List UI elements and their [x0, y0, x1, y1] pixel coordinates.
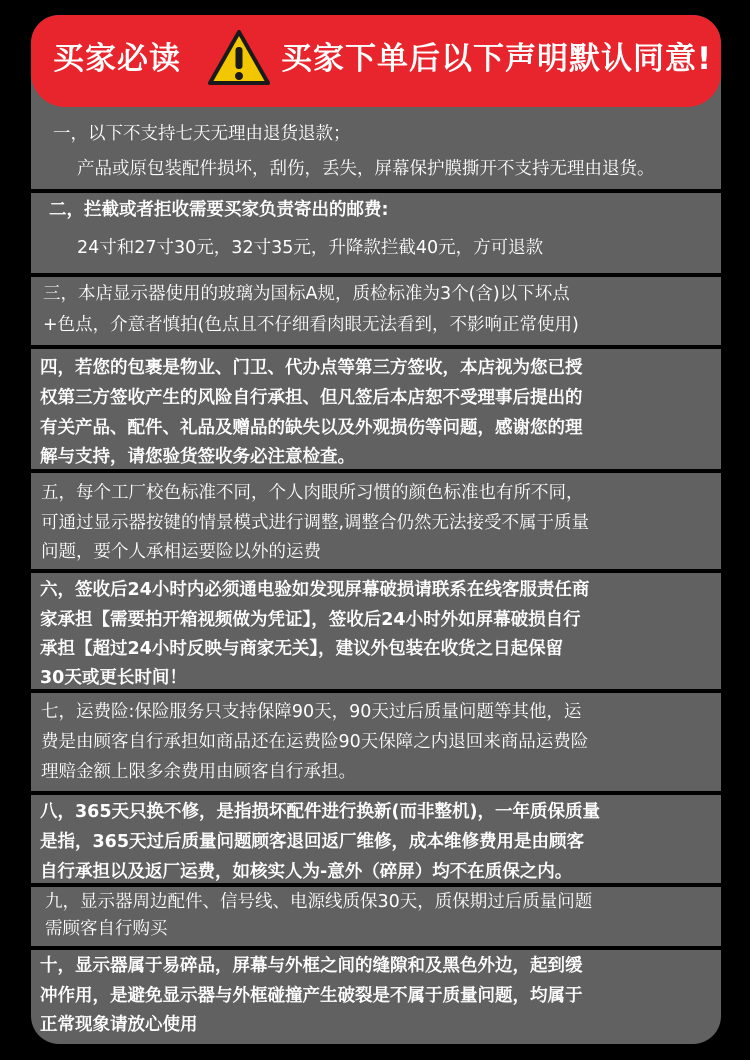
banner-title-right: 买家下单后以下声明默认同意!	[281, 41, 713, 77]
notice-line: +色点，介意者慎拍(色点且不仔细看肉眼无法看到，不影响正常使用)	[43, 315, 579, 335]
notice-line: 自行承担以及返厂运费，如核实人为-意外（碎屏）均不在质保之内。	[40, 862, 573, 882]
notice-line: 费是由顾客自行承担如商品还在运费险90天保障之内退回来商品运费险	[41, 732, 589, 752]
notice-line: 问题，要个人承相运要险以外的运费	[41, 542, 321, 562]
notice-line: 九，显示器周边配件、信号线、电源线质保30天，质保期过后质量问题	[45, 892, 593, 912]
notice-item-2	[31, 193, 721, 265]
notice-line: 可通过显示器按键的情景模式进行调整,调整合仍然无法接受不属于质量	[41, 513, 590, 533]
notice-line: 产品或原包装配件损坏，刮伤，丢失，屏幕保护膜撕开不支持无理由退货。	[77, 159, 655, 179]
notice-line: 正常现象请放心使用	[40, 1015, 198, 1035]
notice-line: 十，显示器属于易碎品，屏幕与外框之间的缝隙和及黑色外边，起到缓	[40, 956, 583, 976]
notice-item-7	[31, 693, 721, 789]
notice-item-5	[31, 473, 721, 569]
notice-line: 五，每个工厂校色标准不同，个人肉眼所习惯的颜色标准也有所不同，	[41, 483, 584, 503]
notice-line: 冲作用，是避免显示器与外框碰撞产生破裂是不属于质量问题，均属于	[40, 986, 583, 1006]
notice-line: 24寸和27寸30元，32寸35元，升降款拦截40元，方可退款	[77, 238, 544, 258]
notice-line: 四，若您的包裹是物业、门卫、代办点等第三方签收，本店视为您已授	[40, 358, 583, 378]
notice-card	[31, 15, 721, 1044]
notice-line: 理赔金额上限多余费用由顾客自行承担。	[41, 762, 356, 782]
notice-line: 是指，365天过后质量问题顾客退回返厂维修，成本维修费用是由顾客	[40, 832, 585, 852]
notice-line: 权第三方签收产生的风险自行承担、但凡签后本店恕不受理事后提出的	[40, 388, 583, 408]
banner-title-left: 买家必读	[53, 41, 181, 77]
notice-line: 解与支持，请您验货签收务必注意检查。	[40, 447, 355, 467]
notice-line: 有关产品、配件、礼品及赠品的缺失以及外观损伤等问题，感谢您的理	[40, 418, 583, 438]
notice-line: 需顾客自行购买	[45, 919, 168, 939]
notice-line: 一，以下不支持七天无理由退货退款；	[53, 124, 351, 144]
header-banner	[31, 15, 721, 107]
notice-item-9	[31, 887, 721, 951]
notice-line: 八，365天只换不修，是指损坏配件进行换新(而非整机)，一年质保质量	[40, 802, 601, 822]
warning-triangle-icon	[207, 29, 271, 87]
notice-item-4	[31, 349, 721, 469]
notice-item-10	[31, 950, 721, 1044]
notice-line: 七，运费险:保险服务只支持保障90天，90天过后质量问题等其他，运	[41, 702, 582, 722]
notice-line: 30天或更长时间！	[40, 668, 187, 688]
notice-item-6	[31, 573, 721, 687]
notice-line: 二，拦截或者拒收需要买家负责寄出的邮费:	[49, 200, 389, 220]
notice-item-3	[31, 277, 721, 347]
notice-line: 六，签收后24小时内必须通电验如发现屏幕破损请联系在线客服责任商	[40, 580, 590, 600]
notice-line: 承担【超过24小时反映与商家无关】，建议外包装在收货之日起保留	[40, 639, 564, 659]
notice-item-1	[31, 115, 721, 187]
notice-line: 三，本店显示器使用的玻璃为国标A规，质检标准为3个(含)以下坏点	[43, 284, 570, 304]
notice-item-8	[31, 795, 721, 887]
notice-line: 家承担【需要拍开箱视频做为凭证】，签收后24小时外如屏幕破损自行	[40, 610, 581, 630]
